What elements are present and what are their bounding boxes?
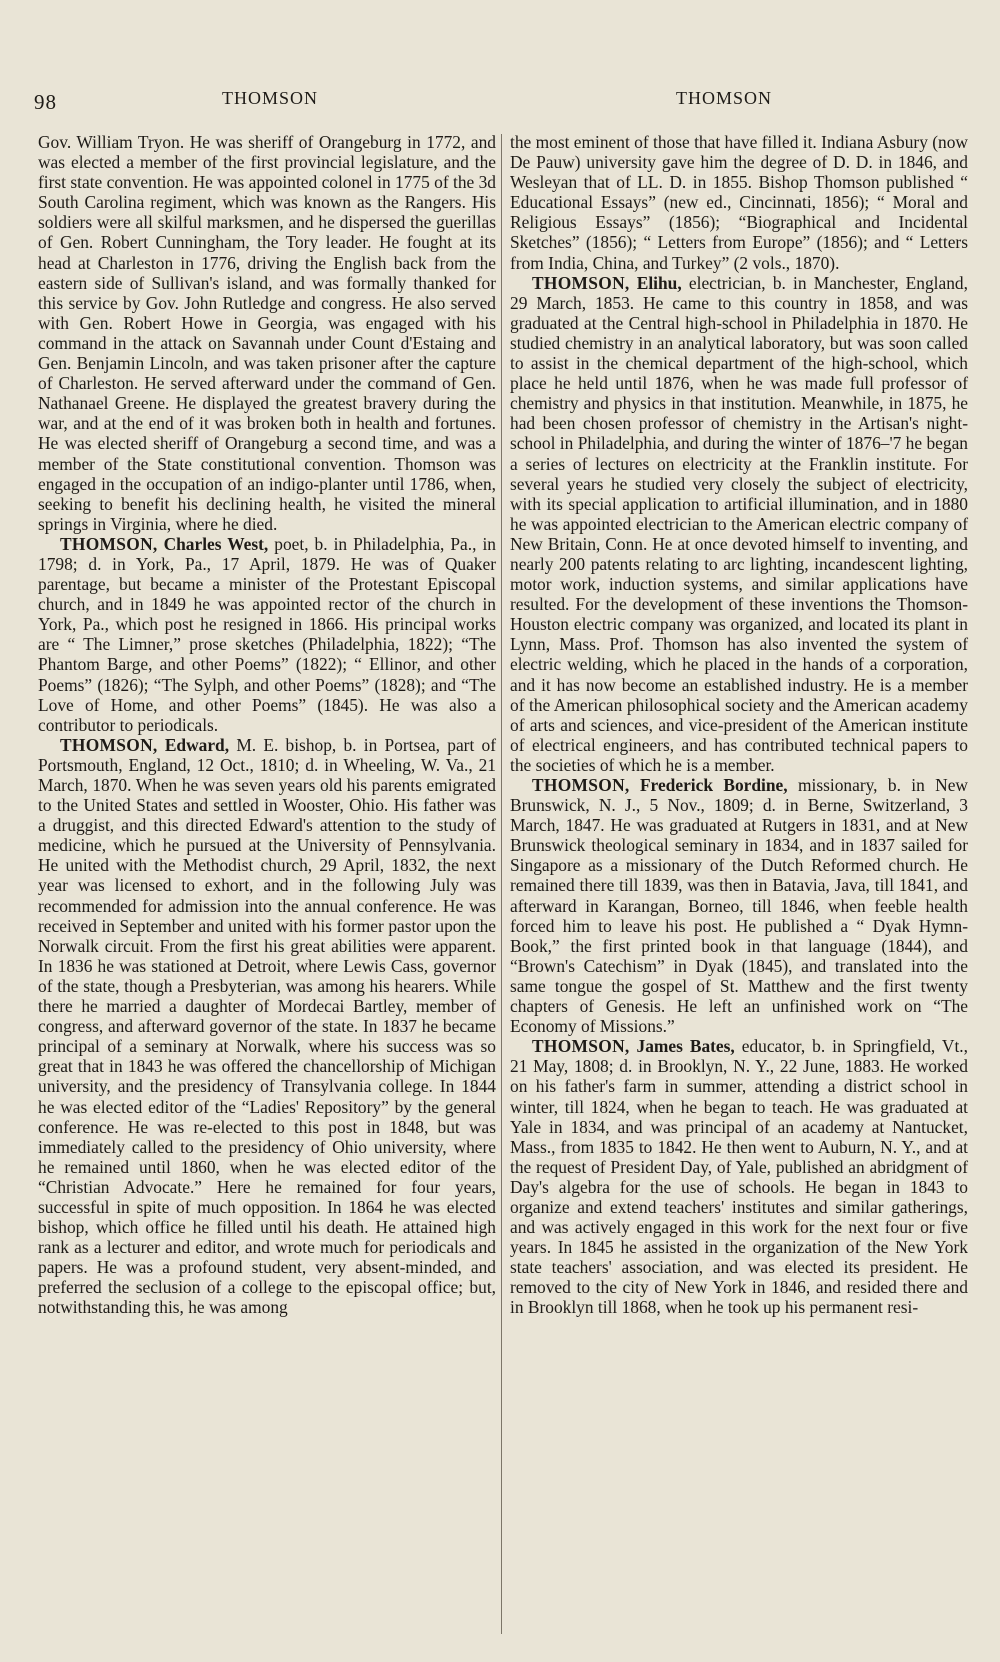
biography-entry bbox=[38, 735, 496, 1318]
entry-given-name: Edward, bbox=[164, 734, 230, 755]
entry-text: missionary, b. in New Brunswick, N. J., 5 Nov., 1809; d. in Berne, Switzerland, 3 March, 1847. He was graduated at Rutgers in 1831, and at New Brunswick theological seminary in 1834, and in 1837 sailed for Singapore as a missionary of the Dutch Reformed church. He remained there till 1839, was then in Batavia, Java, till 1841, and afterward in Karangan, Borneo, till 1846, when feeble health forced him to leave his post. He published a “ Dyak Hymn-Book,” the first printed book in that language (1844), and “Brown's Catechism” in Dyak (1845), and translated into the same tongue the gospel of St. Matthew and the first twenty chapters of Genesis. He left an unfinished work on “The Economy of Missions.” bbox=[510, 775, 968, 1037]
biography-entry bbox=[510, 1036, 968, 1317]
entry-text: educator, b. in Springfield, Vt., 21 May, 1808; d. in Brooklyn, N. Y., 22 June, 1883. He worked on his father's farm in summer, attending a district school in winter, till 1824, when he began to teach. He was graduated at Yale in 1834, and was principal of an academy at Nantucket, Mass., from 1835 to 1842. He then went to Auburn, N. Y., and at the request of President Day, of Yale, published an abridgment of Day's algebra for the use of schools. He began in 1843 to organize and extend teachers' institutes and similar gatherings, and was actively engaged in this work for the next four or five years. In 1845 he assisted in the organization of the New York state teachers' association, and was elected its president. He removed to the city of New York in 1846, and resided there and in Brooklyn till 1868, when he took up his permanent resi- bbox=[510, 1036, 968, 1318]
column-divider bbox=[501, 134, 502, 1634]
entry-surname: THOMSON, bbox=[60, 533, 158, 554]
entry-given-name: Elihu, bbox=[636, 272, 682, 293]
entry-text: electrician, b. in Manchester, England, 29 March, 1853. He came to this country in 1858, and was graduated at the Central high-school in Philadelphia in 1870. He studied chemistry in an analytical laboratory, but was soon called to assist in the chemical department of the high-school, which place he held until 1876, when he was made full professor of chemistry and physics in that institution. Meanwhile, in 1875, he had been chosen professor of chemistry in the Artisan's night-school in Philadelphia, and during the winter of 1876–'7 he began a series of lectures on electricity at the Franklin institute. For several years he studied very closely the subject of electricity, with its special application to artificial illumination, and in 1880 he was appointed electrician to the American electric company of New Britain, Conn. He at once devoted himself to inventing, and nearly 200 patents relating to arc lighting, incandescent lighting, motor work, induction systems, and similar applications have resulted. For the development of these inventions the Thomson-Houston electric company was organized, and located its plant in Lynn, Mass. Prof. Thomson has also invented the system of electric welding, which he placed in the hands of a corporation, and it has now become an established industry. He is a member of the American philosophical society and the American academy of arts and sciences, and vice-president of the American institute of electrical engineers, and has contributed technical papers to the societies of which he is a member. bbox=[510, 272, 968, 775]
entry-given-name: Charles West, bbox=[163, 533, 269, 554]
continued-paragraph: Gov. William Tryon. He was sheriff of Orangeburg in 1772, and was elected a member of the first provincial legislature, and the first state convention. He was appointed colonel in 1775 of the 3d South Carolina regiment, which was known as the Rangers. His soldiers were all skilful marksmen, and he dispersed the guerillas of Gen. Robert Cunningham, the Tory leader. He fought at its head at Charleston in 1776, driving the English back from the eastern side of Sullivan's island, and was formally thanked for this service by Gov. John Rutledge and congress. He also served with Gen. Robert Howe in Georgia, was engaged with his command in the attack on Savannah under Count d'Estaing and Gen. Benjamin Lincoln, and was taken prisoner after the capture of Charleston. He served afterward under the command of Gen. Nathanael Greene. He displayed the greatest bravery during the war, and at the end of it was broken both in health and fortunes. He was elected sheriff of Orangeburg a second time, and was a member of the State constitutional convention. Thomson was engaged in the occupation of an indigo-planter until 1786, when, seeking to benefit his declining health, he visited the mineral springs in Virginia, where he died. bbox=[38, 132, 496, 534]
entry-text: M. E. bishop, b. in Portsea, part of Portsmouth, England, 12 Oct., 1810; d. in Wheeling, W. Va., 21 March, 1870. When he was seven years old his parents emigrated to the United States and settled in Wooster, Ohio. His father was a druggist, and this directed Edward's attention to the study of medicine, which he pursued at the University of Pennsylvania. He united with the Methodist church, 29 April, 1832, the next year was licensed to exhort, and in the following July was recommended for admission into the annual conference. He was received in September and united with his former pastor upon the Norwalk circuit. From the first his great abilities were apparent. In 1836 he was stationed at Detroit, where Lewis Cass, governor of the state, though a Presbyterian, was among his hearers. While there he married a daughter of Mordecai Bartley, member of congress, and afterward governor of the state. In 1837 he became principal of a seminary at Norwalk, where his success was so great that in 1843 he was offered the chancellorship of Michigan university, and the presidency of Transylvania college. In 1844 he was elected editor of the “Ladies' Repository” by the general conference. He was re-elected to this post in 1848, but was immediately called to the presidency of Ohio university, where he remained until 1860, when he was elected editor of the “Christian Advocate.” Here he remained for four years, successful in spite of much opposition. In 1864 he was elected bishop, which office he filled until his death. He attained high rank as a lecturer and editor, and wrote much for periodicals and papers. He was a profound student, very absent-minded, and preferred the seclusion of a college to the episcopal office; but, notwithstanding this, he was among bbox=[38, 734, 496, 1318]
continued-paragraph: the most eminent of those that have filled it. Indiana Asbury (now De Pauw) university gave him the degree of D. D. in 1846, and Wesleyan that of LL. D. in 1855. Bishop Thomson published “ Educational Essays” (new ed., Cincinnati, 1856); “ Moral and Religious Essays” (1856); “Biographical and Incidental Sketches” (1856); “ Letters from Europe” (1856); and “ Letters from India, China, and Turkey” (2 vols., 1870). bbox=[510, 132, 968, 273]
biography-entry bbox=[510, 775, 968, 1036]
left-column bbox=[38, 132, 496, 1318]
entry-given-name: James Bates, bbox=[636, 1036, 735, 1057]
biography-entry bbox=[38, 534, 496, 735]
right-column bbox=[510, 132, 968, 1318]
entry-given-name: Frederick Bordine, bbox=[639, 775, 788, 795]
entry-surname: THOMSON, bbox=[532, 272, 630, 293]
running-head-left: THOMSON bbox=[222, 88, 319, 108]
entry-surname: THOMSON, bbox=[532, 1036, 630, 1057]
biography-entry bbox=[510, 273, 968, 775]
running-head-right: THOMSON bbox=[676, 88, 773, 108]
entry-surname: THOMSON, bbox=[532, 775, 630, 795]
page-number: 98 bbox=[34, 90, 57, 114]
entry-text: poet, b. in Philadelphia, Pa., in 1798; d. in York, Pa., 17 April, 1879. He was of Quaker parentage, but became a minister of the Protestant Episcopal church, and in 1849 he was appointed rector of the church in York, Pa., which post he resigned in 1866. His principal works are “ The Limner,” prose sketches (Philadelphia, 1822); “The Phantom Barge, and other Poems” (1822); “ Ellinor, and other Poems” (1826); “The Sylph, and other Poems” (1828); and “The Love of Home, and other Poems” (1845). He was also a contributor to periodicals. bbox=[38, 533, 496, 735]
entry-surname: THOMSON, bbox=[60, 734, 158, 755]
